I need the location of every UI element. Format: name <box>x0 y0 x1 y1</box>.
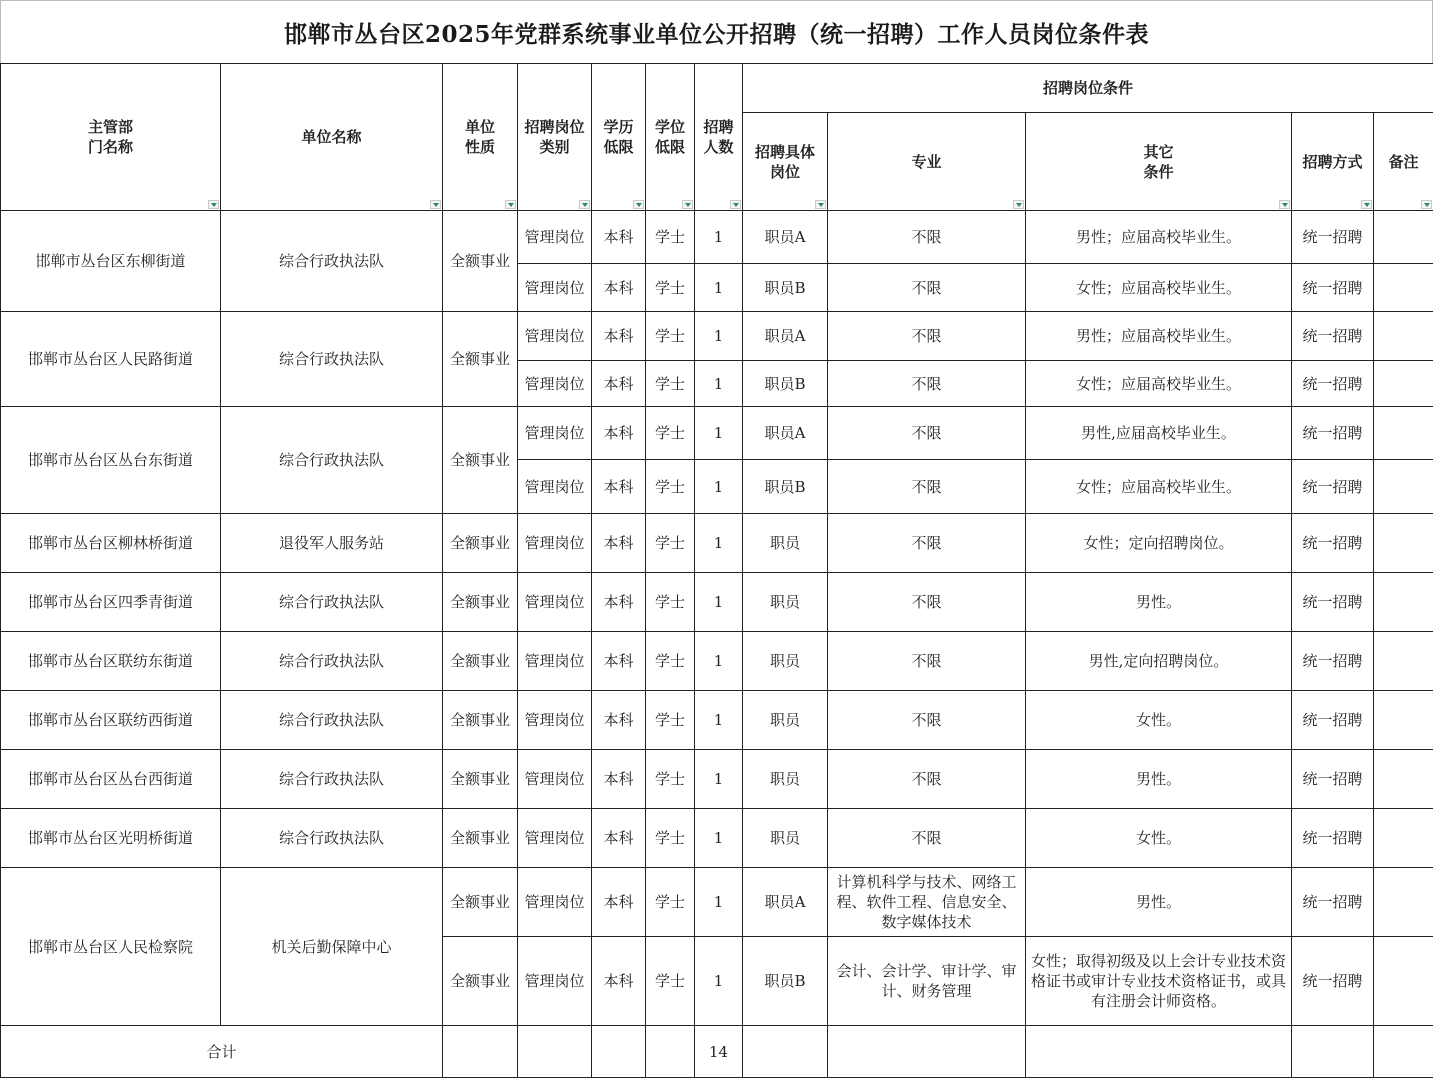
filter-dropdown-icon[interactable] <box>579 200 590 209</box>
cell-degree[interactable]: 学士 <box>646 632 695 691</box>
cell-other[interactable]: 女性；应届高校毕业生。 <box>1026 361 1292 407</box>
cell-nature[interactable]: 全额事业 <box>443 632 518 691</box>
cell-other[interactable]: 男性,定向招聘岗位。 <box>1026 632 1292 691</box>
cell-remark[interactable] <box>1374 573 1433 632</box>
cell-unit[interactable]: 综合行政执法队 <box>221 632 443 691</box>
cell-post[interactable]: 职员 <box>743 809 828 868</box>
cell-count[interactable]: 1 <box>695 361 743 407</box>
cell-edu[interactable]: 本科 <box>592 573 646 632</box>
cell-remark[interactable] <box>1374 868 1433 937</box>
cell-unit[interactable]: 综合行政执法队 <box>221 312 443 407</box>
cell-degree[interactable]: 学士 <box>646 750 695 809</box>
cell-remark[interactable] <box>1374 691 1433 750</box>
cell-degree[interactable]: 学士 <box>646 937 695 1026</box>
cell-post-type[interactable]: 管理岗位 <box>518 750 592 809</box>
cell-nature[interactable]: 全额事业 <box>443 868 518 937</box>
cell-nature[interactable]: 全额事业 <box>443 407 518 514</box>
cell-method[interactable]: 统一招聘 <box>1292 691 1374 750</box>
cell-edu[interactable]: 本科 <box>592 691 646 750</box>
cell-edu[interactable]: 本科 <box>592 211 646 264</box>
cell-dept[interactable]: 邯郸市丛台区四季青街道 <box>1 573 221 632</box>
empty-cell[interactable] <box>443 1026 518 1078</box>
cell-edu[interactable]: 本科 <box>592 632 646 691</box>
filter-dropdown-icon[interactable] <box>208 200 219 209</box>
cell-post-type[interactable]: 管理岗位 <box>518 407 592 460</box>
cell-post-type[interactable]: 管理岗位 <box>518 211 592 264</box>
empty-cell[interactable] <box>1026 1026 1292 1078</box>
cell-other[interactable]: 男性。 <box>1026 868 1292 937</box>
cell-post[interactable]: 职员B <box>743 460 828 514</box>
cell-method[interactable]: 统一招聘 <box>1292 211 1374 264</box>
cell-other[interactable]: 男性；应届高校毕业生。 <box>1026 312 1292 361</box>
cell-method[interactable]: 统一招聘 <box>1292 868 1374 937</box>
header-dept[interactable] <box>1 64 221 211</box>
cell-post-type[interactable]: 管理岗位 <box>518 264 592 312</box>
cell-other[interactable]: 女性；取得初级及以上会计专业技术资格证书或审计专业技术资格证书，或具有注册会计师资格。 <box>1026 937 1292 1026</box>
cell-post[interactable]: 职员A <box>743 211 828 264</box>
cell-remark[interactable] <box>1374 312 1433 361</box>
table-row <box>1 750 1433 809</box>
filter-dropdown-icon[interactable] <box>1013 200 1024 209</box>
cell-degree[interactable]: 学士 <box>646 573 695 632</box>
cell-count[interactable]: 1 <box>695 407 743 460</box>
cell-count[interactable]: 1 <box>695 514 743 573</box>
cell-method[interactable]: 统一招聘 <box>1292 460 1374 514</box>
cell-other[interactable]: 男性；应届高校毕业生。 <box>1026 211 1292 264</box>
table-row <box>1 632 1433 691</box>
cell-major[interactable]: 不限 <box>828 361 1026 407</box>
cell-dept[interactable]: 邯郸市丛台区丛台东街道 <box>1 407 221 514</box>
cell-post[interactable]: 职员B <box>743 264 828 312</box>
empty-cell[interactable] <box>1292 1026 1374 1078</box>
cell-major[interactable]: 不限 <box>828 407 1026 460</box>
cell-major[interactable]: 计算机科学与技术、网络工程、软件工程、信息安全、数字媒体技术 <box>828 868 1026 937</box>
cell-post[interactable]: 职员 <box>743 750 828 809</box>
cell-dept[interactable]: 邯郸市丛台区人民检察院 <box>1 868 221 1026</box>
cell-unit[interactable]: 综合行政执法队 <box>221 809 443 868</box>
header-label: 招聘岗位 类别 <box>524 118 585 156</box>
cell-degree[interactable]: 学士 <box>646 809 695 868</box>
table-row <box>1 211 1433 264</box>
header-label: 专业 <box>911 152 942 171</box>
cell-remark[interactable] <box>1374 460 1433 514</box>
cell-degree[interactable]: 学士 <box>646 407 695 460</box>
cell-nature[interactable]: 全额事业 <box>443 750 518 809</box>
cell-major[interactable]: 会计、会计学、审计学、审计、财务管理 <box>828 937 1026 1026</box>
header-nature[interactable] <box>443 64 518 211</box>
cell-count[interactable]: 1 <box>695 868 743 937</box>
cell-remark[interactable] <box>1374 361 1433 407</box>
cell-method[interactable]: 统一招聘 <box>1292 573 1374 632</box>
header-label: 单位名称 <box>301 128 362 146</box>
cell-post[interactable]: 职员 <box>743 632 828 691</box>
cell-post-type[interactable]: 管理岗位 <box>518 460 592 514</box>
filter-dropdown-icon[interactable] <box>1279 200 1290 209</box>
header-label: 招聘岗位条件 <box>1043 79 1134 97</box>
header-major[interactable] <box>828 113 1026 211</box>
page-title: 邯郸市丛台区2025年党群系统事业单位公开招聘（统一招聘）工作人员岗位条件表 <box>0 0 1433 63</box>
cell-nature[interactable]: 全额事业 <box>443 514 518 573</box>
total-count[interactable]: 14 <box>695 1026 743 1078</box>
cell-post-type[interactable]: 管理岗位 <box>518 514 592 573</box>
header-edu[interactable] <box>592 64 646 211</box>
cell-dept[interactable]: 邯郸市丛台区东柳街道 <box>1 211 221 312</box>
cell-post[interactable]: 职员A <box>743 312 828 361</box>
header-label: 学历 低限 <box>603 118 634 156</box>
cell-unit[interactable]: 综合行政执法队 <box>221 573 443 632</box>
cell-post-type[interactable]: 管理岗位 <box>518 809 592 868</box>
cell-unit[interactable]: 综合行政执法队 <box>221 750 443 809</box>
cell-count[interactable]: 1 <box>695 211 743 264</box>
table-row <box>1 407 1433 460</box>
total-label[interactable]: 合计 <box>1 1026 443 1078</box>
cell-post[interactable]: 职员B <box>743 937 828 1026</box>
cell-other[interactable]: 女性；应届高校毕业生。 <box>1026 460 1292 514</box>
filter-dropdown-icon[interactable] <box>730 200 741 209</box>
empty-cell[interactable] <box>743 1026 828 1078</box>
cell-post-type[interactable]: 管理岗位 <box>518 691 592 750</box>
table-row <box>1 691 1433 750</box>
cell-major[interactable]: 不限 <box>828 514 1026 573</box>
header-label: 学位 低限 <box>654 118 685 156</box>
header-label: 其它 条件 <box>1143 142 1174 181</box>
header-method[interactable] <box>1292 113 1374 211</box>
cell-nature[interactable]: 全额事业 <box>443 809 518 868</box>
cell-degree[interactable]: 学士 <box>646 514 695 573</box>
filter-dropdown-icon[interactable] <box>505 200 516 209</box>
cell-post[interactable]: 职员 <box>743 514 828 573</box>
cell-dept[interactable]: 邯郸市丛台区丛台西街道 <box>1 750 221 809</box>
empty-cell[interactable] <box>518 1026 592 1078</box>
table-row <box>1 809 1433 868</box>
cell-degree[interactable]: 学士 <box>646 868 695 937</box>
cell-major[interactable]: 不限 <box>828 460 1026 514</box>
header-label: 招聘方式 <box>1302 152 1363 171</box>
cell-edu[interactable]: 本科 <box>592 264 646 312</box>
cell-edu[interactable]: 本科 <box>592 809 646 868</box>
cell-post-type[interactable]: 管理岗位 <box>518 937 592 1026</box>
cell-unit[interactable]: 综合行政执法队 <box>221 691 443 750</box>
cell-method[interactable]: 统一招聘 <box>1292 264 1374 312</box>
filter-dropdown-icon[interactable] <box>1421 200 1432 209</box>
cell-remark[interactable] <box>1374 407 1433 460</box>
cell-post-type[interactable]: 管理岗位 <box>518 632 592 691</box>
header-label: 单位 性质 <box>464 118 495 156</box>
header-degree[interactable] <box>646 64 695 211</box>
header-other[interactable] <box>1026 113 1292 211</box>
cell-post-type[interactable]: 管理岗位 <box>518 868 592 937</box>
cell-method[interactable]: 统一招聘 <box>1292 361 1374 407</box>
table-row <box>1 868 1433 937</box>
header-label: 招聘具体 岗位 <box>754 142 815 181</box>
cell-degree[interactable]: 学士 <box>646 460 695 514</box>
cell-other[interactable]: 女性；应届高校毕业生。 <box>1026 264 1292 312</box>
table-row <box>1 312 1433 361</box>
cell-nature[interactable]: 全额事业 <box>443 937 518 1026</box>
cell-remark[interactable] <box>1374 514 1433 573</box>
cell-post-type[interactable]: 管理岗位 <box>518 573 592 632</box>
cell-count[interactable]: 1 <box>695 573 743 632</box>
cell-post[interactable]: 职员 <box>743 691 828 750</box>
recruitment-table <box>0 63 1433 1078</box>
cell-dept[interactable]: 邯郸市丛台区人民路街道 <box>1 312 221 407</box>
cell-degree[interactable]: 学士 <box>646 211 695 264</box>
cell-other[interactable]: 女性；定向招聘岗位。 <box>1026 514 1292 573</box>
empty-cell[interactable] <box>646 1026 695 1078</box>
cell-edu[interactable]: 本科 <box>592 407 646 460</box>
cell-unit[interactable]: 退役军人服务站 <box>221 514 443 573</box>
empty-cell[interactable] <box>1374 1026 1433 1078</box>
cell-major[interactable]: 不限 <box>828 750 1026 809</box>
cell-count[interactable]: 1 <box>695 937 743 1026</box>
filter-dropdown-icon[interactable] <box>633 200 644 209</box>
cell-method[interactable]: 统一招聘 <box>1292 809 1374 868</box>
cell-method[interactable]: 统一招聘 <box>1292 407 1374 460</box>
cell-post-type[interactable]: 管理岗位 <box>518 312 592 361</box>
cell-dept[interactable]: 邯郸市丛台区联纺东街道 <box>1 632 221 691</box>
cell-nature[interactable]: 全额事业 <box>443 573 518 632</box>
cell-edu[interactable]: 本科 <box>592 868 646 937</box>
header-label: 主管部 门名称 <box>87 118 133 156</box>
table-row <box>1 573 1433 632</box>
cell-method[interactable]: 统一招聘 <box>1292 632 1374 691</box>
cell-major[interactable]: 不限 <box>828 632 1026 691</box>
cell-nature[interactable]: 全额事业 <box>443 691 518 750</box>
cell-remark[interactable] <box>1374 937 1433 1026</box>
cell-unit[interactable]: 综合行政执法队 <box>221 407 443 514</box>
header-remark[interactable] <box>1374 113 1433 211</box>
empty-cell[interactable] <box>592 1026 646 1078</box>
cell-count[interactable]: 1 <box>695 312 743 361</box>
cell-edu[interactable]: 本科 <box>592 937 646 1026</box>
cell-major[interactable]: 不限 <box>828 809 1026 868</box>
filter-dropdown-icon[interactable] <box>1361 200 1372 209</box>
header-conditions <box>743 64 1433 113</box>
cell-remark[interactable] <box>1374 264 1433 312</box>
cell-count[interactable]: 1 <box>695 809 743 868</box>
table-row <box>1 514 1433 573</box>
cell-count[interactable]: 1 <box>695 632 743 691</box>
cell-post-type[interactable]: 管理岗位 <box>518 361 592 407</box>
cell-edu[interactable]: 本科 <box>592 460 646 514</box>
cell-method[interactable]: 统一招聘 <box>1292 937 1374 1026</box>
cell-method[interactable]: 统一招聘 <box>1292 312 1374 361</box>
cell-nature[interactable]: 全额事业 <box>443 312 518 407</box>
filter-dropdown-icon[interactable] <box>682 200 693 209</box>
cell-post[interactable]: 职员 <box>743 573 828 632</box>
cell-count[interactable]: 1 <box>695 264 743 312</box>
cell-other[interactable]: 男性。 <box>1026 573 1292 632</box>
cell-dept[interactable]: 邯郸市丛台区联纺西街道 <box>1 691 221 750</box>
cell-remark[interactable] <box>1374 211 1433 264</box>
cell-count[interactable]: 1 <box>695 750 743 809</box>
cell-unit[interactable]: 机关后勤保障中心 <box>221 868 443 1026</box>
cell-edu[interactable]: 本科 <box>592 514 646 573</box>
cell-major[interactable]: 不限 <box>828 211 1026 264</box>
cell-remark[interactable] <box>1374 632 1433 691</box>
cell-post[interactable]: 职员A <box>743 868 828 937</box>
filter-dropdown-icon[interactable] <box>430 200 441 209</box>
cell-other[interactable]: 男性,应届高校毕业生。 <box>1026 407 1292 460</box>
cell-method[interactable]: 统一招聘 <box>1292 750 1374 809</box>
cell-degree[interactable]: 学士 <box>646 312 695 361</box>
header-post-type[interactable] <box>518 64 592 211</box>
cell-major[interactable]: 不限 <box>828 573 1026 632</box>
header-label: 备注 <box>1388 152 1419 171</box>
cell-major[interactable]: 不限 <box>828 312 1026 361</box>
cell-major[interactable]: 不限 <box>828 264 1026 312</box>
total-row <box>1 1026 1433 1078</box>
cell-unit[interactable]: 综合行政执法队 <box>221 211 443 312</box>
header-label: 招聘 人数 <box>703 118 734 156</box>
cell-post[interactable]: 职员A <box>743 407 828 460</box>
cell-degree[interactable]: 学士 <box>646 691 695 750</box>
cell-edu[interactable]: 本科 <box>592 361 646 407</box>
cell-degree[interactable]: 学士 <box>646 264 695 312</box>
cell-count[interactable]: 1 <box>695 460 743 514</box>
cell-dept[interactable]: 邯郸市丛台区光明桥街道 <box>1 809 221 868</box>
cell-dept[interactable]: 邯郸市丛台区柳林桥街道 <box>1 514 221 573</box>
cell-degree[interactable]: 学士 <box>646 361 695 407</box>
cell-edu[interactable]: 本科 <box>592 312 646 361</box>
cell-remark[interactable] <box>1374 809 1433 868</box>
filter-dropdown-icon[interactable] <box>815 200 826 209</box>
cell-other[interactable]: 女性。 <box>1026 809 1292 868</box>
cell-post[interactable]: 职员B <box>743 361 828 407</box>
empty-cell[interactable] <box>828 1026 1026 1078</box>
cell-other[interactable]: 女性。 <box>1026 691 1292 750</box>
header-post[interactable] <box>743 113 828 211</box>
header-count[interactable] <box>695 64 743 211</box>
cell-edu[interactable]: 本科 <box>592 750 646 809</box>
cell-remark[interactable] <box>1374 750 1433 809</box>
header-unit[interactable] <box>221 64 443 211</box>
cell-other[interactable]: 男性。 <box>1026 750 1292 809</box>
cell-major[interactable]: 不限 <box>828 691 1026 750</box>
cell-nature[interactable]: 全额事业 <box>443 211 518 312</box>
cell-method[interactable]: 统一招聘 <box>1292 514 1374 573</box>
cell-count[interactable]: 1 <box>695 691 743 750</box>
